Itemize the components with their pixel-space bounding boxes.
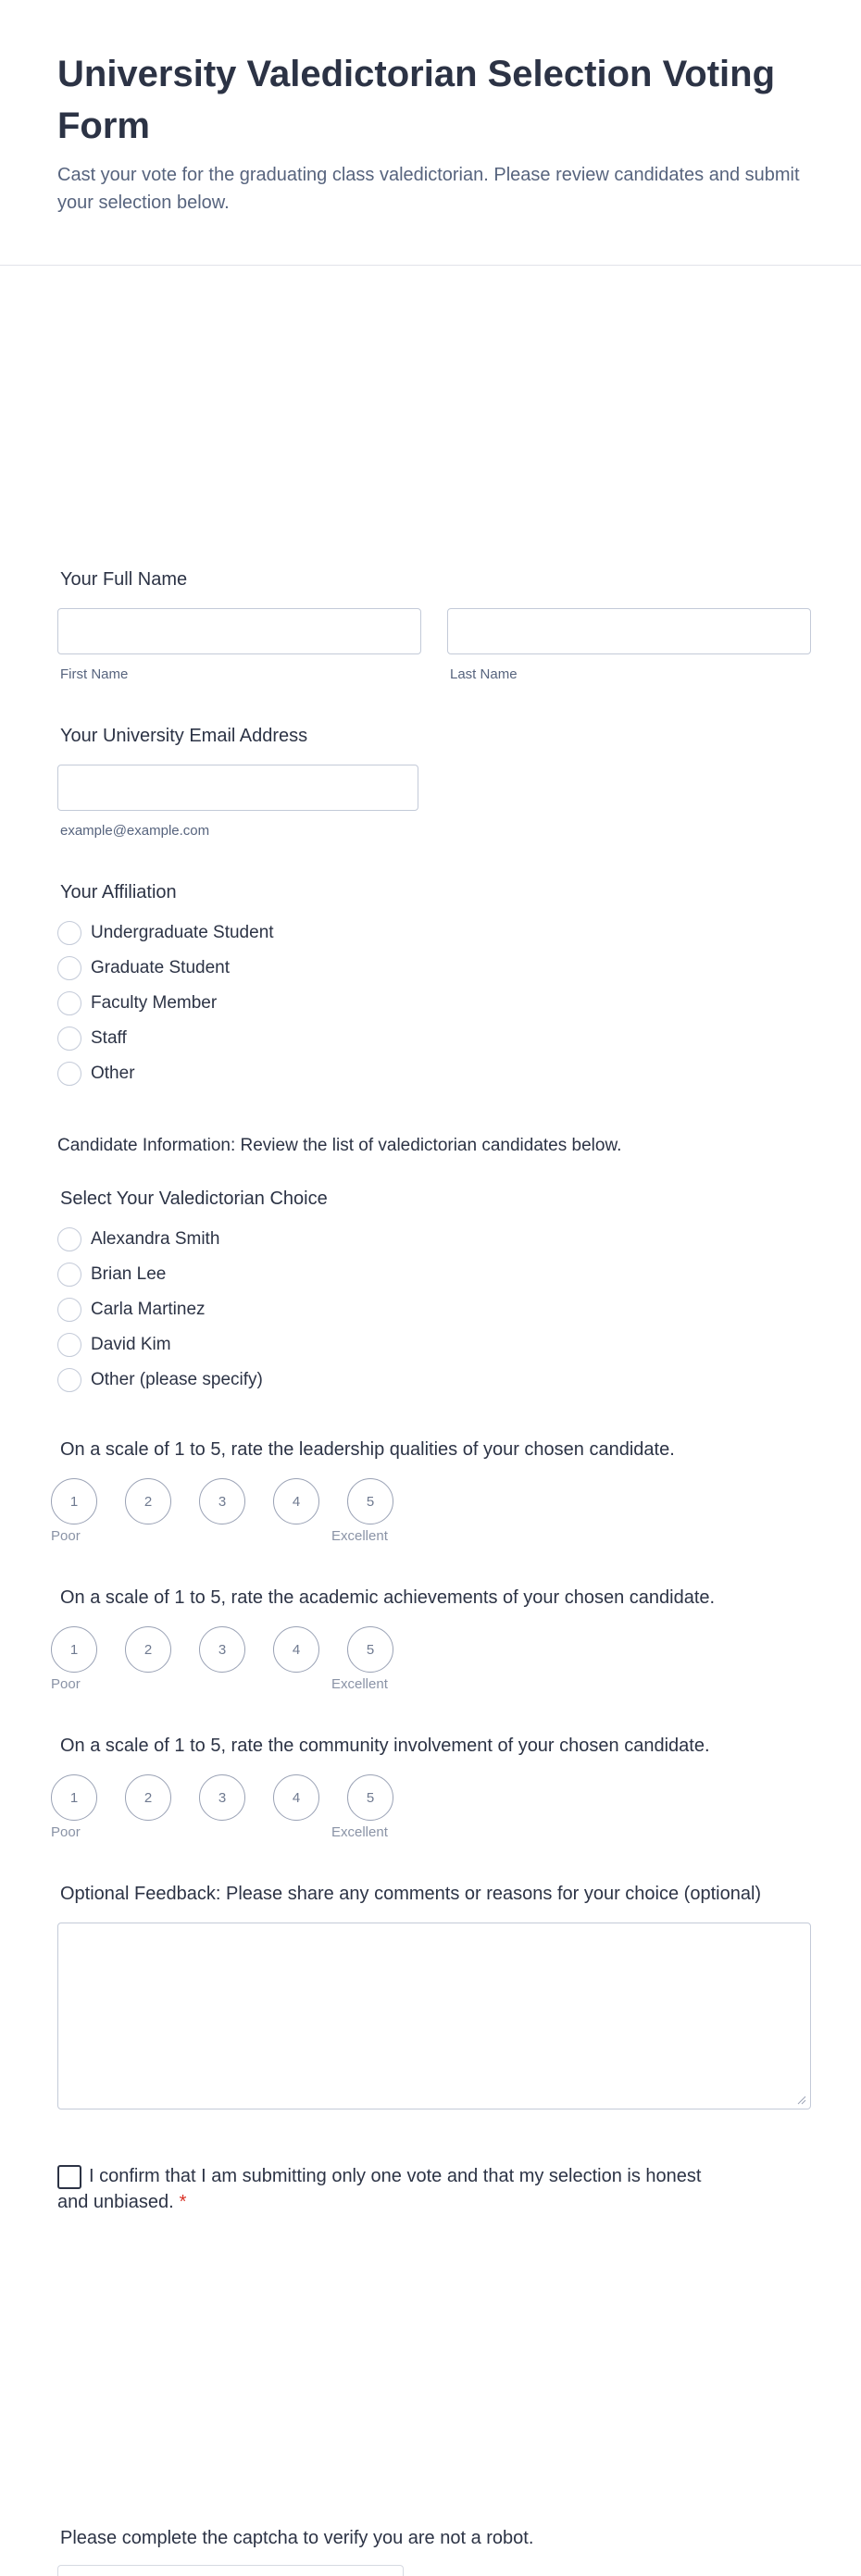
- rating-high-label: Excellent: [331, 1824, 388, 1840]
- affiliation-option[interactable]: Faculty Member: [57, 986, 274, 1021]
- choice-label: Select Your Valedictorian Choice: [60, 1188, 328, 1209]
- rating-option[interactable]: 1: [51, 1478, 97, 1524]
- rating-option[interactable]: 5: [347, 1626, 393, 1673]
- rating-option[interactable]: 2: [125, 1774, 171, 1821]
- radio-button[interactable]: [57, 1027, 81, 1051]
- affiliation-option[interactable]: Other: [57, 1056, 274, 1091]
- radio-button[interactable]: [57, 1333, 81, 1357]
- candidate-info-text: Candidate Information: Review the list of valedictorian candidates below.: [57, 1136, 622, 1155]
- rating-low-label: Poor: [51, 1824, 81, 1840]
- last-name-input[interactable]: [447, 608, 811, 654]
- radio-button[interactable]: [57, 991, 81, 1015]
- rating-option[interactable]: 3: [199, 1626, 245, 1673]
- form-title: University Valedictorian Selection Voting Form: [57, 54, 776, 146]
- leadership-rating-label: On a scale of 1 to 5, rate the leadership qualities of your chosen candidate.: [60, 1439, 675, 1460]
- form-subtitle: Cast your vote for the graduating class valedictorian. Please review candidates and submit your selection below.: [57, 165, 800, 213]
- affiliation-options: [57, 915, 274, 1091]
- affiliation-option[interactable]: Staff: [57, 1021, 274, 1056]
- email-sublabel: example@example.com: [60, 823, 210, 839]
- required-asterisk: *: [179, 2192, 187, 2212]
- leadership-rating-scale: [51, 1478, 421, 1524]
- rating-option[interactable]: 2: [125, 1478, 171, 1524]
- confirm-section: [57, 2163, 705, 2215]
- candidate-option[interactable]: David Kim: [57, 1327, 263, 1363]
- rating-option[interactable]: 4: [273, 1478, 319, 1524]
- radio-button[interactable]: [57, 1263, 81, 1287]
- radio-button[interactable]: [57, 956, 81, 980]
- community-rating-label: On a scale of 1 to 5, rate the community involvement of your chosen candidate.: [60, 1736, 710, 1756]
- radio-button[interactable]: [57, 1368, 81, 1392]
- first-name-input[interactable]: [57, 608, 421, 654]
- full-name-label: Your Full Name: [60, 569, 188, 590]
- resize-grip-icon[interactable]: [797, 2096, 806, 2105]
- captcha-widget[interactable]: [57, 2565, 404, 2576]
- affiliation-label: Your Affiliation: [60, 882, 177, 902]
- rating-option[interactable]: 5: [347, 1774, 393, 1821]
- form-header: [0, 0, 861, 266]
- choice-options: [57, 1222, 263, 1398]
- rating-option[interactable]: 1: [51, 1774, 97, 1821]
- rating-high-label: Excellent: [331, 1528, 388, 1544]
- radio-button[interactable]: [57, 921, 81, 945]
- captcha-label: Please complete the captcha to verify you are not a robot.: [60, 2528, 534, 2548]
- academic-rating-scale: [51, 1626, 421, 1673]
- affiliation-option[interactable]: Graduate Student: [57, 951, 274, 986]
- feedback-label: Optional Feedback: Please share any comments or reasons for your choice (optional): [60, 1884, 762, 1904]
- rating-low-label: Poor: [51, 1676, 81, 1692]
- rating-option[interactable]: 2: [125, 1626, 171, 1673]
- rating-option[interactable]: 3: [199, 1478, 245, 1524]
- rating-low-label: Poor: [51, 1528, 81, 1544]
- affiliation-option[interactable]: Undergraduate Student: [57, 915, 274, 951]
- candidate-option[interactable]: Other (please specify): [57, 1363, 263, 1398]
- community-rating-scale: [51, 1774, 421, 1821]
- radio-button[interactable]: [57, 1298, 81, 1322]
- radio-button[interactable]: [57, 1062, 81, 1086]
- email-input[interactable]: [57, 765, 418, 811]
- email-label: Your University Email Address: [60, 726, 308, 746]
- confirm-checkbox[interactable]: [57, 2165, 81, 2189]
- rating-option[interactable]: 5: [347, 1478, 393, 1524]
- candidate-option[interactable]: Brian Lee: [57, 1257, 263, 1292]
- candidate-option[interactable]: Alexandra Smith: [57, 1222, 263, 1257]
- candidate-option[interactable]: Carla Martinez: [57, 1292, 263, 1327]
- rating-high-label: Excellent: [331, 1676, 388, 1692]
- rating-option[interactable]: 4: [273, 1774, 319, 1821]
- rating-option[interactable]: 4: [273, 1626, 319, 1673]
- first-name-sublabel: First Name: [60, 666, 129, 682]
- academic-rating-label: On a scale of 1 to 5, rate the academic achievements of your chosen candidate.: [60, 1587, 716, 1608]
- full-name-section: [57, 569, 187, 591]
- radio-button[interactable]: [57, 1227, 81, 1251]
- feedback-textarea[interactable]: [57, 1923, 811, 2109]
- last-name-sublabel: Last Name: [450, 666, 518, 682]
- rating-option[interactable]: 1: [51, 1626, 97, 1673]
- confirm-text: I confirm that I am submitting only one vote and that my selection is honest and unbiased.: [57, 2166, 702, 2212]
- rating-option[interactable]: 3: [199, 1774, 245, 1821]
